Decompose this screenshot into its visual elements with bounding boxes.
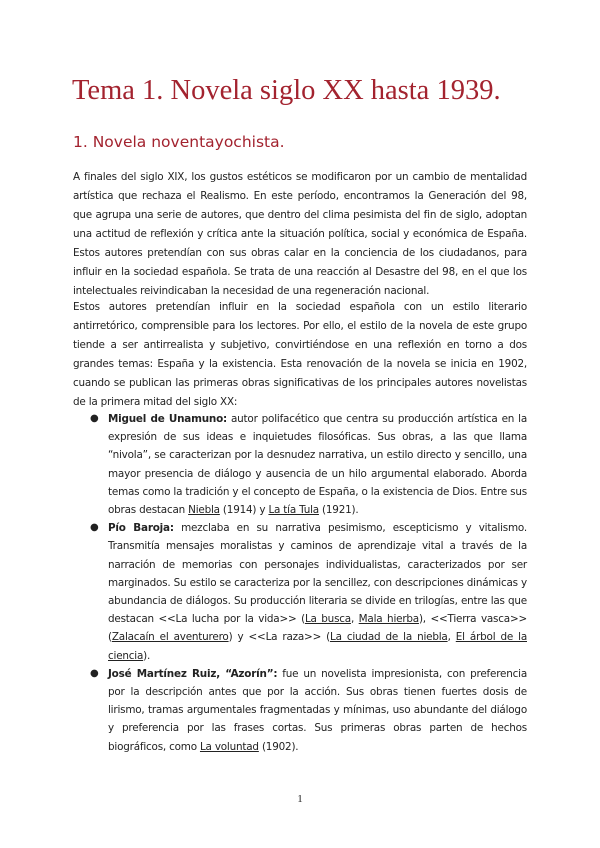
author-name: José Martínez Ruiz, “Azorín”: (108, 667, 278, 680)
work-title: La busca (304, 613, 351, 626)
section-heading: 1. Novela noventayochista. (73, 133, 285, 151)
bullet-icon: ● (90, 667, 99, 679)
author-description: , (447, 631, 456, 644)
author-description: (1921). (318, 504, 359, 517)
work-title: Niebla (188, 504, 220, 517)
page-title: Tema 1. Novela siglo XX hasta 1939. (72, 75, 501, 106)
work-title: Zalacaín el aventurero (111, 631, 229, 644)
list-item-azorin (90, 665, 527, 756)
author-description: ). (143, 649, 151, 662)
author-name: Miguel de Unamuno: (108, 413, 228, 425)
list-item-unamuno (90, 410, 527, 519)
author-description: (1914) y (219, 504, 269, 517)
author-description: , (350, 613, 359, 626)
work-title: Mala hierba (358, 613, 419, 626)
paragraph-intro: A finales del siglo XIX, los gustos estéticos se modificaron por un cambio de mentalidad artística que rechaza el Realismo. En este período, encontramos la Generación del 98, que agrupa una serie de autores, que dentro del clima pesimista del fin de siglo, adoptan una actitud de reflexión y crítica ante la situación política, social y económica de España. Estos autores pretendían con sus obras calar en la conciencia de los ciudadanos, para influir en la sociedad española. Se trata de una reacción al Desastre del 98, en el que los intelectuales reivindicaban la necesidad de una regeneración nacional. (73, 171, 527, 297)
author-list (90, 410, 527, 756)
bullet-icon: ● (90, 413, 99, 424)
work-title: La voluntad (199, 740, 259, 753)
work-title: La ciudad de la niebla (330, 631, 448, 644)
author-description: fue un novelista impresionista, con preferencia por la descripción antes que por la acción. Sus obras tienen fuertes dosis de lirismo, tramas argumentales fragmentadas y mínimas, uso abundante del diálogo y preferencia por las frases cortas. Sus primeras obras parten de hechos biográficos, como (108, 667, 527, 753)
author-description: ), <<Tierra vasca>> ( (108, 613, 527, 644)
author-name: Pío Baroja: (108, 522, 174, 535)
bullet-icon: ● (90, 522, 99, 534)
author-description: (1902). (258, 740, 299, 753)
author-description: autor polifacético que centra su producción artística en la expresión de sus ideas e inquietudes filosóficas. Sus obras, a las que llama “nivola”, se caracterizan por la desnudez narrativa, un estilo directo y sencillo, una mayor presencia de diálogo y ausencia de un hilo argumental elaborado. Aborda temas como la tradición y el concepto de España, o la existencia de Dios. Entre sus obras destacan (108, 413, 527, 517)
paragraph-style: Estos autores pretendían influir en la sociedad española con un estilo literario antirretórico, comprensible para los lectores. Por ello, el estilo de la novela de este grupo tiende a ser antirrealista y subjetivo, convirtiéndose en una reflexión en torno a dos grandes temas: España y la existencia. Esta renovación de la novela se inicia en 1902, cuando se publican las primeras obras significativas de los principales autores novelistas de la primera mitad del siglo XX: (73, 301, 527, 408)
author-description: ) y <<La raza>> ( (228, 631, 331, 644)
author-description: mezclaba en su narrativa pesimismo, escepticismo y vitalismo. Transmitía mensajes moralistas y caminos de aprendizaje vital a través de la narración de memorias con personajes individualistas, caracterizados por ser marginados. Su estilo se caracteriza por la sencillez, con descripciones dinámicas y abundancia de diálogos. Su producción literaria se divide en trilogías, entre las que destacan <<La lucha por la vida>> ( (108, 522, 527, 626)
list-item-baroja (90, 519, 527, 665)
page-number: 1 (297, 793, 303, 805)
work-title: La tía Tula (268, 504, 319, 517)
work-title: El árbol de la ciencia (108, 631, 527, 662)
